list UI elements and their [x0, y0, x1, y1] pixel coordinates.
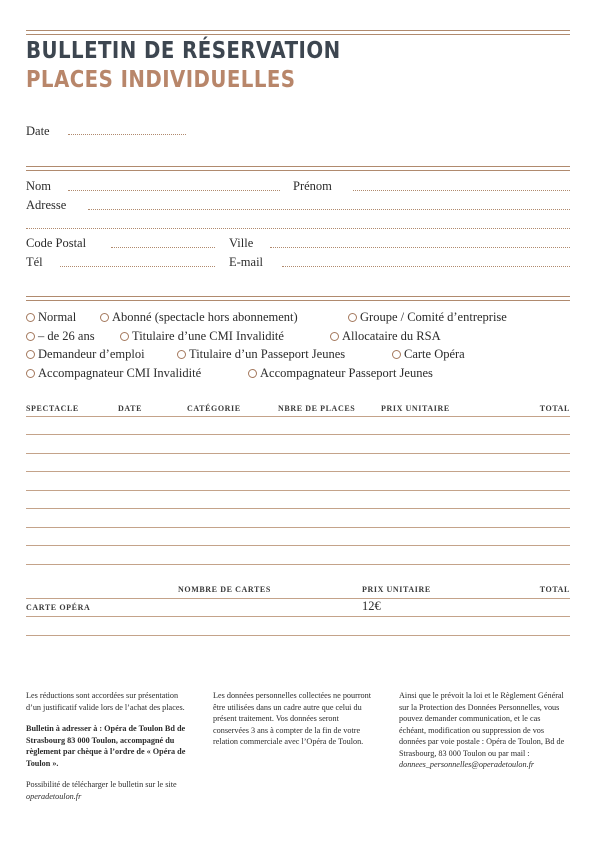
footer-download: Possibilité de télécharger le bulletin sur le site operadetoulon.fr [26, 780, 177, 801]
table-row[interactable] [26, 635, 570, 636]
table-row[interactable] [26, 416, 570, 417]
footer-col-3: Ainsi que le prévoit la loi et le Règlement Général sur la Protection des Données Personnelles, vous pouvez demander communication, et le cas échéant, modification ou suppression de vos données par voie postale : Opéra de Toulon, Bd de Strasbourg, 83 000 Toulon ou par mail : donnees_personnelles@operadetoulon.fr [399, 691, 565, 769]
table-row[interactable] [26, 545, 570, 546]
email-field[interactable] [282, 266, 570, 267]
table-row[interactable] [26, 527, 570, 528]
prenom-label: Prénom [293, 179, 332, 193]
email-label: E-mail [229, 255, 264, 269]
adresse-field-line2[interactable] [26, 228, 570, 229]
option-abonne[interactable]: Abonné (spectacle hors abonnement) [100, 310, 298, 325]
divider-rule [26, 166, 570, 171]
col-header-prix-carte: PRIX UNITAIRE [362, 585, 431, 594]
tel-label: Tél [26, 255, 43, 269]
code-postal-label: Code Postal [26, 236, 87, 250]
footer-col-1 [26, 690, 186, 802]
radio-circle-icon[interactable] [248, 369, 257, 378]
footer-address: Bulletin à adresser à : Opéra de Toulon Bd de Strasbourg 83 000 Toulon, accompagné du règlement par chèque à l’ordre de « Opéra de Toulon ». [26, 724, 186, 768]
radio-circle-icon[interactable] [26, 313, 35, 322]
radio-circle-icon[interactable] [348, 313, 357, 322]
col-header-total-carte: TOTAL [539, 585, 570, 594]
email-link[interactable]: donnees_personnelles@operadetoulon.fr [399, 760, 535, 769]
adresse-label: Adresse [26, 198, 67, 212]
top-rule [26, 30, 570, 35]
adresse-field[interactable] [88, 209, 570, 210]
footer-reductions: Les réductions sont accordées sur présentation d’un justificatif valide lors de l’achat des places. [26, 691, 185, 712]
radio-circle-icon[interactable] [392, 350, 401, 359]
col-header-spectacle: SPECTACLE [26, 404, 79, 413]
prenom-field[interactable] [353, 190, 570, 191]
divider-rule [26, 296, 570, 301]
carte-opera-label: CARTE OPÉRA [26, 603, 91, 612]
option-normal[interactable]: Normal [26, 310, 76, 325]
page-title: BULLETIN DE RÉSERVATION [26, 38, 341, 64]
radio-circle-icon[interactable] [177, 350, 186, 359]
col-header-nombre-cartes: NOMBRE DE CARTES [178, 585, 271, 594]
radio-circle-icon[interactable] [26, 369, 35, 378]
tel-field[interactable] [60, 266, 215, 267]
col-header-categorie: CATÉGORIE [187, 404, 241, 413]
table-row[interactable] [26, 471, 570, 472]
table-row[interactable] [26, 453, 570, 454]
page-subtitle: PLACES INDIVIDUELLES [26, 67, 296, 93]
ville-label: Ville [229, 236, 254, 250]
table-row[interactable] [26, 434, 570, 435]
date-field[interactable] [68, 134, 186, 135]
option-groupe[interactable]: Groupe / Comité d’entreprise [348, 310, 507, 325]
nom-label: Nom [26, 179, 51, 193]
option-passeport[interactable]: Titulaire d’un Passeport Jeunes [177, 347, 345, 362]
radio-circle-icon[interactable] [26, 332, 35, 341]
col-header-date: DATE [118, 404, 143, 413]
nom-field[interactable] [68, 190, 280, 191]
table-row[interactable] [26, 564, 570, 565]
carte-opera-price: 12€ [362, 599, 381, 613]
radio-circle-icon[interactable] [26, 350, 35, 359]
radio-circle-icon[interactable] [120, 332, 129, 341]
radio-circle-icon[interactable] [100, 313, 109, 322]
ville-field[interactable] [270, 247, 570, 248]
option-carte-opera[interactable]: Carte Opéra [392, 347, 465, 362]
option-accomp-cmi[interactable]: Accompagnateur CMI Invalidité [26, 366, 201, 381]
option-cmi[interactable]: Titulaire d’une CMI Invalidité [120, 329, 284, 344]
option-rsa[interactable]: Allocataire du RSA [330, 329, 441, 344]
option-accomp-passeport[interactable]: Accompagnateur Passeport Jeunes [248, 366, 433, 381]
date-label: Date [26, 124, 50, 138]
table-row[interactable] [26, 508, 570, 509]
radio-circle-icon[interactable] [330, 332, 339, 341]
col-header-prix: PRIX UNITAIRE [381, 404, 450, 413]
table-row[interactable] [26, 616, 570, 617]
code-postal-field[interactable] [111, 247, 215, 248]
option-demandeur[interactable]: Demandeur d’emploi [26, 347, 145, 362]
table-row[interactable] [26, 490, 570, 491]
col-header-places: NBRE DE PLACES [278, 404, 356, 413]
col-header-total: TOTAL [539, 404, 570, 413]
table-row [26, 598, 570, 599]
site-link[interactable]: operadetoulon.fr [26, 791, 82, 801]
option-moins-26[interactable]: – de 26 ans [26, 329, 95, 344]
footer-col-2: Les données personnelles collectées ne pourront être utilisées dans un cadre autre que celui du présent traitement. Vos données seront conservées 3 ans à compter de la fin de votre relation commerciale avec l’Opéra de Toulon. [213, 691, 372, 746]
